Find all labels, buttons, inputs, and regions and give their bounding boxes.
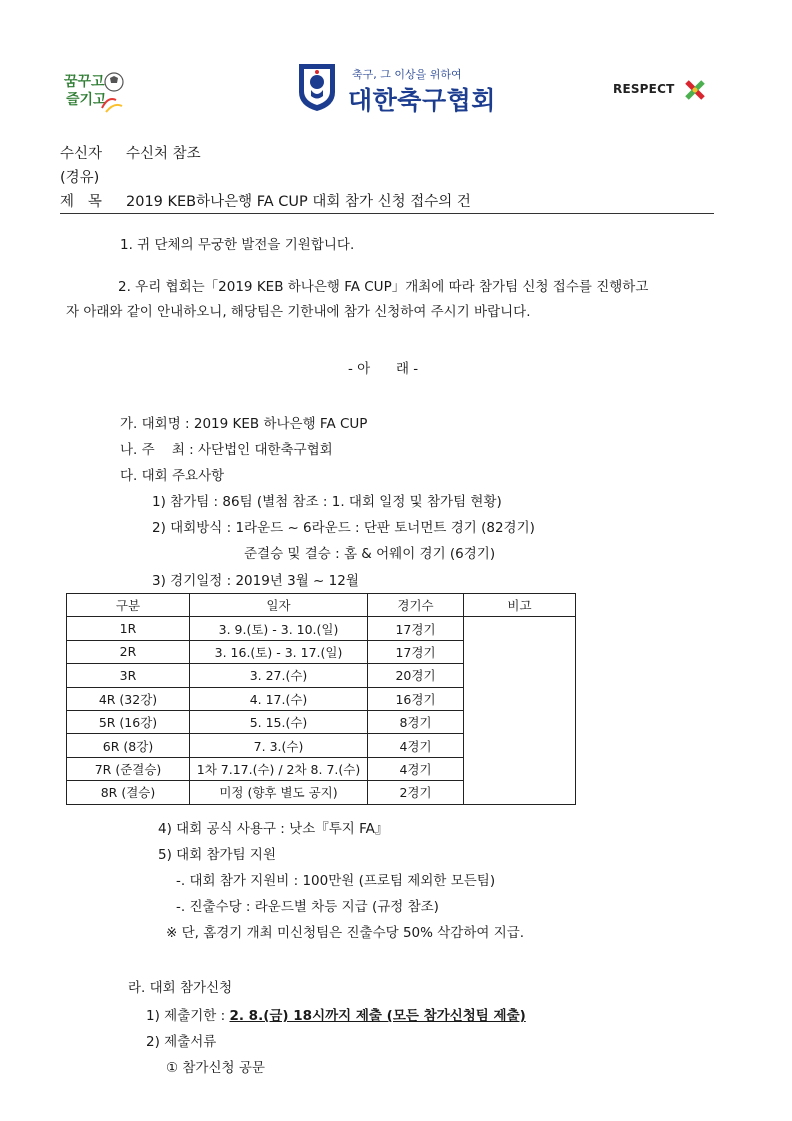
paragraph-1: 1. 귀 단체의 무궁한 발전을 기원합니다. — [120, 237, 355, 253]
item-da-4: 4) 대회 공식 사용구 : 낫소『투지 FA』 — [158, 821, 389, 837]
item-da-3: 3) 경기일정 : 2019년 3월 ~ 12월 — [152, 573, 359, 589]
paragraph-2-line-2: 자 아래와 같이 안내하오니, 해당팀은 기한내에 참가 신청하여 주시기 바랍니다. — [66, 304, 531, 320]
item-da-5a: -. 대회 참가 지원비 : 100만원 (프로팀 제외한 모든팀) — [176, 873, 496, 889]
date-cell: 3. 16.(토) - 3. 17.(일) — [190, 640, 368, 663]
item-da-1: 1) 참가팀 : 86팀 (별첨 참조 : 1. 대회 일정 및 참가팀 현황) — [152, 494, 502, 510]
match-count-cell: 17경기 — [368, 617, 464, 640]
match-count-cell: 17경기 — [368, 640, 464, 663]
date-cell: 1차 7.17.(수) / 2차 8. 7.(수) — [190, 757, 368, 780]
round-cell: 1R — [67, 617, 190, 640]
date-cell: 3. 9.(토) - 3. 10.(일) — [190, 617, 368, 640]
match-count-cell: 20경기 — [368, 664, 464, 687]
kfa-name: 대한축구협회 — [348, 86, 496, 115]
date-cell: 4. 17.(수) — [190, 687, 368, 710]
subject-value: 2019 KEB하나은행 FA CUP 대회 참가 신청 접수의 건 — [126, 194, 471, 210]
header-match-count: 경기수 — [368, 594, 464, 617]
kfa-slogan: 축구, 그 이상을 위하여 — [352, 68, 462, 81]
date-cell: 7. 3.(수) — [190, 734, 368, 757]
date-cell: 미정 (향후 별도 공지) — [190, 781, 368, 804]
item-ra: 라. 대회 참가신청 — [128, 980, 233, 996]
recipient-value: 수신처 참조 — [126, 146, 201, 162]
round-cell: 7R (준결승) — [67, 757, 190, 780]
round-cell: 8R (결승) — [67, 781, 190, 804]
header-round: 구분 — [67, 594, 190, 617]
match-count-cell: 2경기 — [368, 781, 464, 804]
date-cell: 3. 27.(수) — [190, 664, 368, 687]
paragraph-2-line-1: 2. 우리 협회는「2019 KEB 하나은행 FA CUP」개최에 따라 참가팀 신청 접수를 진행하고 — [118, 279, 649, 295]
deadline-label: 1) 제출기한 : — [146, 1008, 230, 1024]
date-cell: 5. 15.(수) — [190, 710, 368, 733]
header-divider — [60, 213, 714, 214]
item-da-2b: 준결승 및 결승 : 홈 & 어웨이 경기 (6경기) — [244, 546, 496, 562]
item-da-2: 2) 대회방식 : 1라운드 ~ 6라운드 : 단판 토너먼트 경기 (82경기) — [152, 520, 535, 536]
below-heading: - 아 래 - — [348, 361, 419, 377]
item-da-5b: -. 진출수당 : 라운드별 차등 지급 (규정 참조) — [176, 899, 439, 915]
item-ga: 가. 대회명 : 2019 KEB 하나은행 FA CUP — [120, 416, 368, 432]
item-da-5-note: ※ 단, 홈경기 개최 미신청팀은 진출수당 50% 삭감하여 지급. — [166, 925, 525, 941]
item-ra-1 — [146, 1004, 526, 1024]
item-da: 다. 대회 주요사항 — [120, 468, 225, 484]
svg-text:꿈꾸고: 꿈꾸고 — [64, 74, 105, 90]
item-ra-2: 2) 제출서류 — [146, 1034, 217, 1050]
schedule-table — [66, 593, 576, 805]
item-ra-2a: ① 참가신청 공문 — [166, 1060, 265, 1076]
header-date: 일자 — [190, 594, 368, 617]
kfa-emblem-icon — [296, 60, 338, 112]
item-da-5: 5) 대회 참가팀 지원 — [158, 847, 277, 863]
item-na: 나. 주 최 : 사단법인 대한축구협회 — [120, 442, 333, 458]
match-count-cell: 16경기 — [368, 687, 464, 710]
svg-text:즐기고: 즐기고 — [66, 92, 107, 108]
table-header-row — [67, 594, 576, 617]
respect-x-icon — [685, 80, 705, 100]
round-cell: 2R — [67, 640, 190, 663]
header-note: 비고 — [464, 594, 576, 617]
round-cell: 6R (8강) — [67, 734, 190, 757]
match-count-cell: 8경기 — [368, 710, 464, 733]
round-cell: 4R (32강) — [67, 687, 190, 710]
recipient-label: 수신자 — [60, 146, 103, 162]
table-row — [67, 617, 576, 640]
note-cell — [464, 617, 576, 804]
subject-label: 제 목 — [60, 194, 102, 210]
round-cell: 5R (16강) — [67, 710, 190, 733]
respect-label: RESPECT — [613, 82, 675, 96]
via-label: (경유) — [60, 170, 100, 186]
deadline-value: 2. 8.(금) 18시까지 제출 (모든 참가신청팀 제출) — [229, 1008, 526, 1024]
match-count-cell: 4경기 — [368, 734, 464, 757]
fun-football-logo — [62, 68, 128, 116]
match-count-cell: 4경기 — [368, 757, 464, 780]
round-cell: 3R — [67, 664, 190, 687]
